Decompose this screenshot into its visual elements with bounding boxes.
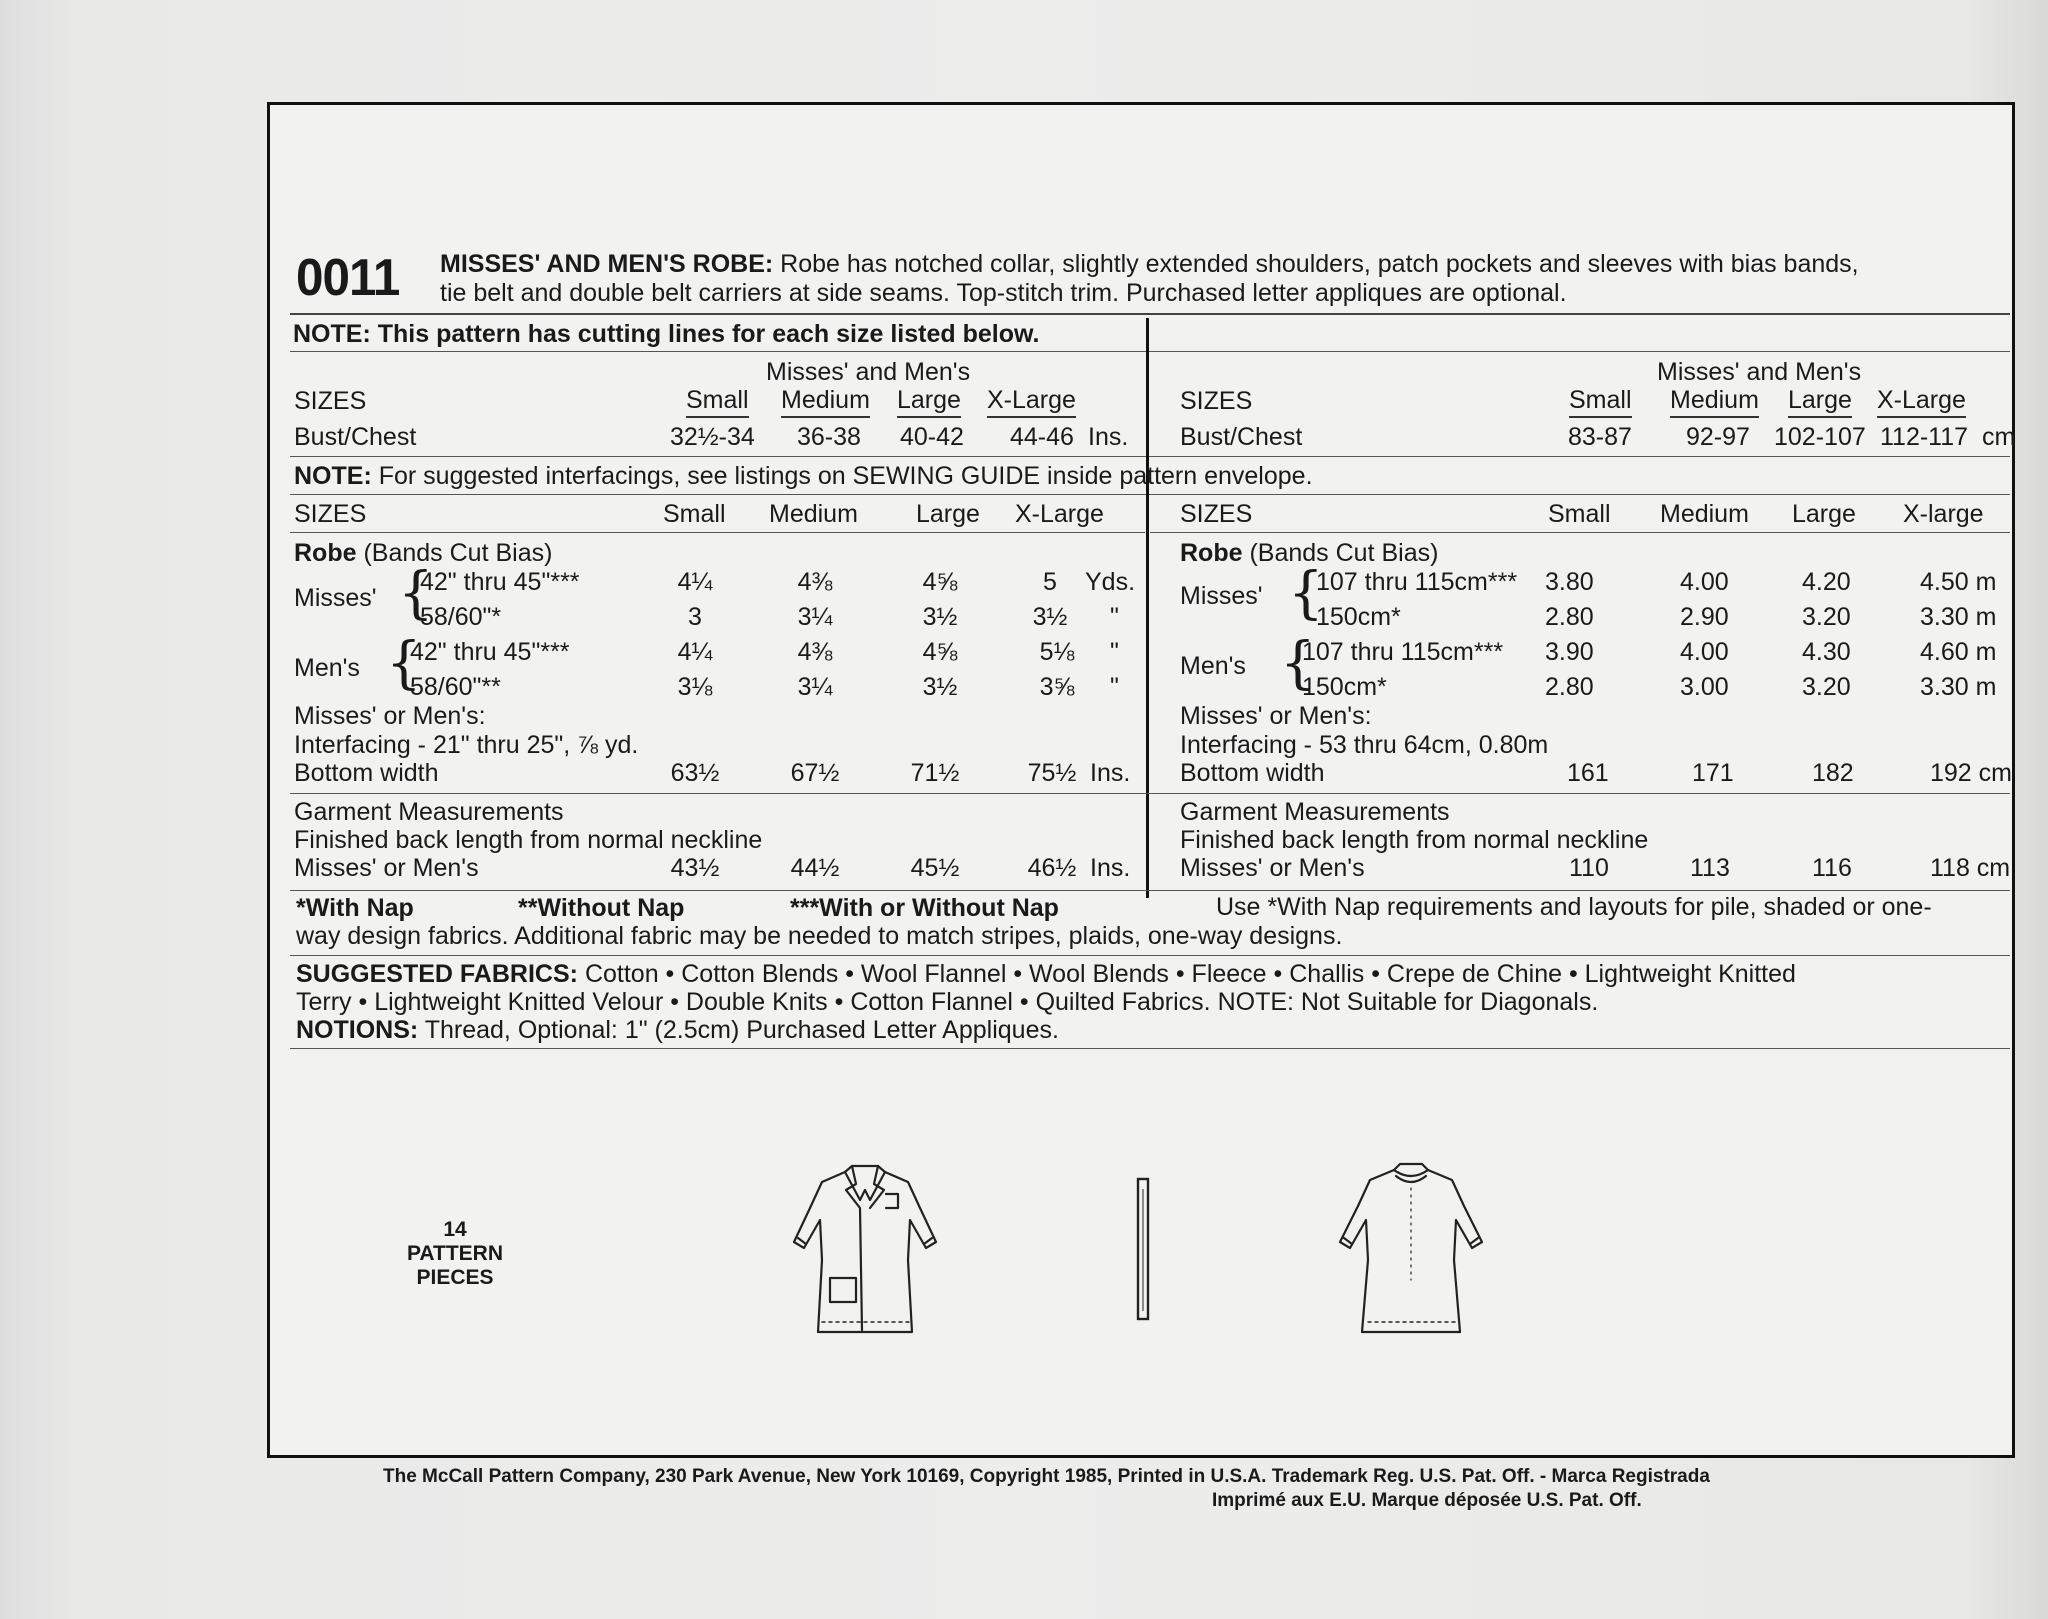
divider — [290, 793, 2010, 794]
interfacing-metric: Interfacing - 53 thru 64cm, 0.80m — [1180, 731, 1549, 759]
length-large: 45½ — [910, 854, 960, 882]
bust-xlarge-metric: 112-117 — [1880, 423, 1969, 451]
suggested-fabrics-2: Terry • Lightweight Knitted Velour • Double Knits • Cotton Flannel • Quilted Fabrics. NOTE: Not Suitable for Diagonals. — [296, 988, 1599, 1016]
misses-width-2-metric: 150cm* — [1316, 603, 1401, 631]
col-small: Small — [686, 386, 749, 418]
bust-medium: 36-38 — [797, 423, 861, 451]
m-misses-w1-medium: 4.00 — [1680, 568, 1729, 596]
mens-w2-small: 3⅛ — [677, 673, 713, 701]
mens-w1-unit: " — [1110, 638, 1119, 666]
robe-heading-metric: Robe (Bands Cut Bias) — [1180, 539, 1439, 567]
m-length-xlarge: 118 cm — [1930, 854, 2011, 882]
interfacing-note: NOTE: For suggested interfacings, see listings on SEWING GUIDE inside pattern envelope. — [294, 462, 1313, 490]
m-misses-w2-small: 2.80 — [1545, 603, 1594, 631]
bust-label: Bust/Chest — [294, 423, 417, 451]
brace: { — [1280, 631, 1316, 696]
mens-w2-unit: " — [1110, 673, 1119, 701]
m-bottom-large: 182 — [1812, 759, 1854, 787]
misses-w1-unit: Yds. — [1085, 568, 1136, 596]
bust-label-metric: Bust/Chest — [1180, 423, 1303, 451]
mens-width-1-metric: 107 thru 115cm*** — [1302, 638, 1504, 666]
divider — [290, 313, 2010, 315]
m-bottom-xlarge: 192 cm — [1930, 759, 2012, 787]
mens-w1-small: 4¼ — [677, 638, 713, 666]
divider — [290, 890, 2010, 891]
length-label: Misses' or Men's — [294, 854, 479, 882]
tie-belt-drawing — [1130, 1175, 1160, 1325]
m-mens-w1-large: 4.30 — [1802, 638, 1851, 666]
yardage-col-medium: Medium — [769, 500, 858, 528]
bust-xlarge: 44-46 — [1010, 423, 1074, 451]
brace: { — [386, 631, 422, 696]
garment-description-1: Robe has notched collar, slightly extended shoulders, patch pockets and sleeves with bias bands, — [780, 250, 1859, 278]
copyright-line: The McCall Pattern Company, 230 Park Avenue, New York 10169, Copyright 1985, Printed in U.S.A. Trademark Reg. U.S. Pat. Off. - Marca Registrada — [383, 1466, 1710, 1487]
length-unit: Ins. — [1090, 854, 1131, 882]
m-mens-w2-large: 3.20 — [1802, 673, 1851, 701]
garment-measurements-label: Garment Measurements — [294, 798, 564, 826]
group-label-metric: Misses' and Men's — [1657, 358, 1862, 386]
garment-title: MISSES' AND MEN'S ROBE: — [440, 250, 774, 278]
bottom-unit: Ins. — [1090, 759, 1131, 787]
bottom-xlarge: 75½ — [1027, 759, 1077, 787]
brace: { — [1288, 561, 1324, 626]
length-medium: 44½ — [790, 854, 840, 882]
m-misses-w1-small: 3.80 — [1545, 568, 1594, 596]
col-xlarge: X-Large — [987, 386, 1076, 418]
bust-small-metric: 83-87 — [1568, 423, 1632, 451]
mens-w1-large: 4⅝ — [922, 638, 958, 666]
mens-w2-xlarge: 3⅝ — [1039, 673, 1075, 701]
garment-description-2: tie belt and double belt carriers at side seams. Top-stitch trim. Purchased letter appliques are optional. — [440, 279, 1567, 307]
yardage-col-xlarge-metric: X-large — [1903, 500, 1984, 528]
trademark-line: Imprimé aux E.U. Marque déposée U.S. Pat. Off. — [1212, 1490, 1642, 1511]
either-nap-legend: ***With or Without Nap — [790, 894, 1059, 922]
robe-back-drawing — [1336, 1160, 1486, 1340]
m-length-large: 116 — [1812, 854, 1852, 882]
divider — [1150, 532, 2010, 533]
yardage-sizes-label-metric: SIZES — [1180, 500, 1253, 528]
divider — [290, 494, 2010, 495]
robe-heading: Robe (Bands Cut Bias) — [294, 539, 553, 567]
m-misses-w1-xlarge: 4.50 m — [1920, 568, 1997, 596]
col-small-metric: Small — [1569, 386, 1632, 418]
robe-front-drawing — [790, 1160, 940, 1340]
suggested-fabrics-1: SUGGESTED FABRICS: Cotton • Cotton Blends • Wool Flannel • Wool Blends • Fleece • Challis • Crepe de Chine • Lightweight Knitted — [296, 960, 1796, 988]
misses-width-1: 42" thru 45"*** — [420, 568, 580, 596]
nap-instructions-1: Use *With Nap requirements and layouts for pile, shaded or one- — [1216, 893, 1932, 921]
mens-width-2: 58/60"** — [410, 673, 501, 701]
brace: { — [398, 561, 434, 626]
bust-small: 32½-34 — [670, 423, 755, 451]
with-nap-legend: *With Nap — [296, 894, 414, 922]
m-misses-w2-xlarge: 3.30 m — [1920, 603, 1997, 631]
bottom-width-label: Bottom width — [294, 759, 439, 787]
misses-or-mens-label: Misses' or Men's: — [294, 702, 486, 730]
mens-w1-xlarge: 5⅛ — [1039, 638, 1075, 666]
mens-w1-medium: 4⅜ — [797, 638, 833, 666]
yardage-col-large: Large — [916, 500, 980, 528]
yardage-sizes-label: SIZES — [294, 500, 367, 528]
col-large-metric: Large — [1788, 386, 1852, 418]
bust-unit-metric: cm — [1982, 423, 2016, 451]
nap-instructions-2: way design fabrics. Additional fabric may be needed to match stripes, plaids, one-way designs. — [296, 922, 1343, 950]
m-bottom-medium: 171 — [1692, 759, 1734, 787]
interfacing-yardage: Interfacing - 21" thru 25", ⅞ yd. — [294, 731, 639, 759]
mens-label-metric: Men's — [1180, 652, 1246, 680]
divider — [290, 532, 1145, 533]
pattern-number: 0011 — [296, 249, 400, 307]
misses-w1-small: 4¼ — [677, 568, 713, 596]
misses-w1-medium: 4⅜ — [797, 568, 833, 596]
divider — [290, 955, 2010, 956]
finished-length-label: Finished back length from normal neckline — [294, 826, 763, 854]
length-label-metric: Misses' or Men's — [1180, 854, 1365, 882]
m-mens-w1-small: 3.90 — [1545, 638, 1594, 666]
m-mens-w1-medium: 4.00 — [1680, 638, 1729, 666]
m-mens-w2-small: 2.80 — [1545, 673, 1594, 701]
length-xlarge: 46½ — [1027, 854, 1077, 882]
bust-large-metric: 102-107 — [1774, 423, 1866, 451]
misses-w2-xlarge: 3½ — [1032, 603, 1068, 631]
bust-large: 40-42 — [900, 423, 964, 451]
sizes-label: SIZES — [294, 387, 367, 415]
misses-w2-small: 3 — [688, 603, 702, 631]
cutting-lines-note: NOTE: This pattern has cutting lines for each size listed below. — [293, 320, 1040, 348]
yardage-col-medium-metric: Medium — [1660, 500, 1749, 528]
yardage-col-large-metric: Large — [1792, 500, 1856, 528]
m-mens-w2-medium: 3.00 — [1680, 673, 1729, 701]
col-xlarge-metric: X-Large — [1877, 386, 1966, 418]
m-length-medium: 113 — [1690, 854, 1730, 882]
m-misses-w2-large: 3.20 — [1802, 603, 1851, 631]
group-label: Misses' and Men's — [766, 358, 971, 386]
garment-measurements-label-metric: Garment Measurements — [1180, 798, 1450, 826]
misses-w2-large: 3½ — [922, 603, 958, 631]
col-medium: Medium — [781, 386, 870, 418]
notions: NOTIONS: Thread, Optional: 1" (2.5cm) Purchased Letter Appliques. — [296, 1016, 1059, 1044]
mens-width-1: 42" thru 45"*** — [410, 638, 570, 666]
length-small: 43½ — [670, 854, 720, 882]
finished-length-label-metric: Finished back length from normal neckline — [1180, 826, 1649, 854]
misses-w2-unit: " — [1110, 603, 1119, 631]
bottom-small: 63½ — [670, 759, 720, 787]
pattern-pieces-count: 14 PATTERN PIECES — [406, 1218, 504, 1289]
column-divider — [1146, 318, 1149, 898]
col-large: Large — [897, 386, 961, 418]
divider — [290, 351, 2010, 352]
m-misses-w2-medium: 2.90 — [1680, 603, 1729, 631]
bottom-width-label-metric: Bottom width — [1180, 759, 1325, 787]
sizes-label-metric: SIZES — [1180, 387, 1253, 415]
misses-w1-large: 4⅝ — [922, 568, 958, 596]
bottom-medium: 67½ — [790, 759, 840, 787]
misses-width-1-metric: 107 thru 115cm*** — [1316, 568, 1518, 596]
misses-or-mens-label-metric: Misses' or Men's: — [1180, 702, 1372, 730]
bottom-large: 71½ — [910, 759, 960, 787]
divider — [290, 456, 2010, 457]
misses-label-metric: Misses' — [1180, 582, 1263, 610]
misses-w1-xlarge: 5 — [1043, 568, 1057, 596]
m-length-small: 110 — [1569, 854, 1609, 882]
m-misses-w1-large: 4.20 — [1802, 568, 1851, 596]
misses-width-2: 58/60"* — [420, 603, 502, 631]
yardage-col-xlarge: X-Large — [1015, 500, 1104, 528]
mens-w2-large: 3½ — [922, 673, 958, 701]
bust-unit: Ins. — [1088, 423, 1129, 451]
m-mens-w2-xlarge: 3.30 m — [1920, 673, 1997, 701]
misses-label: Misses' — [294, 584, 377, 612]
col-medium-metric: Medium — [1670, 386, 1759, 418]
m-bottom-small: 161 — [1567, 759, 1609, 787]
mens-label: Men's — [294, 654, 360, 682]
mens-width-2-metric: 150cm* — [1302, 673, 1387, 701]
header-line-1 — [440, 250, 1859, 279]
misses-w2-medium: 3¼ — [797, 603, 833, 631]
yardage-col-small: Small — [663, 500, 726, 528]
m-mens-w1-xlarge: 4.60 m — [1920, 638, 1997, 666]
yardage-col-small-metric: Small — [1548, 500, 1611, 528]
divider — [290, 1048, 2010, 1049]
without-nap-legend: **Without Nap — [518, 894, 685, 922]
bust-medium-metric: 92-97 — [1686, 423, 1750, 451]
mens-w2-medium: 3¼ — [797, 673, 833, 701]
